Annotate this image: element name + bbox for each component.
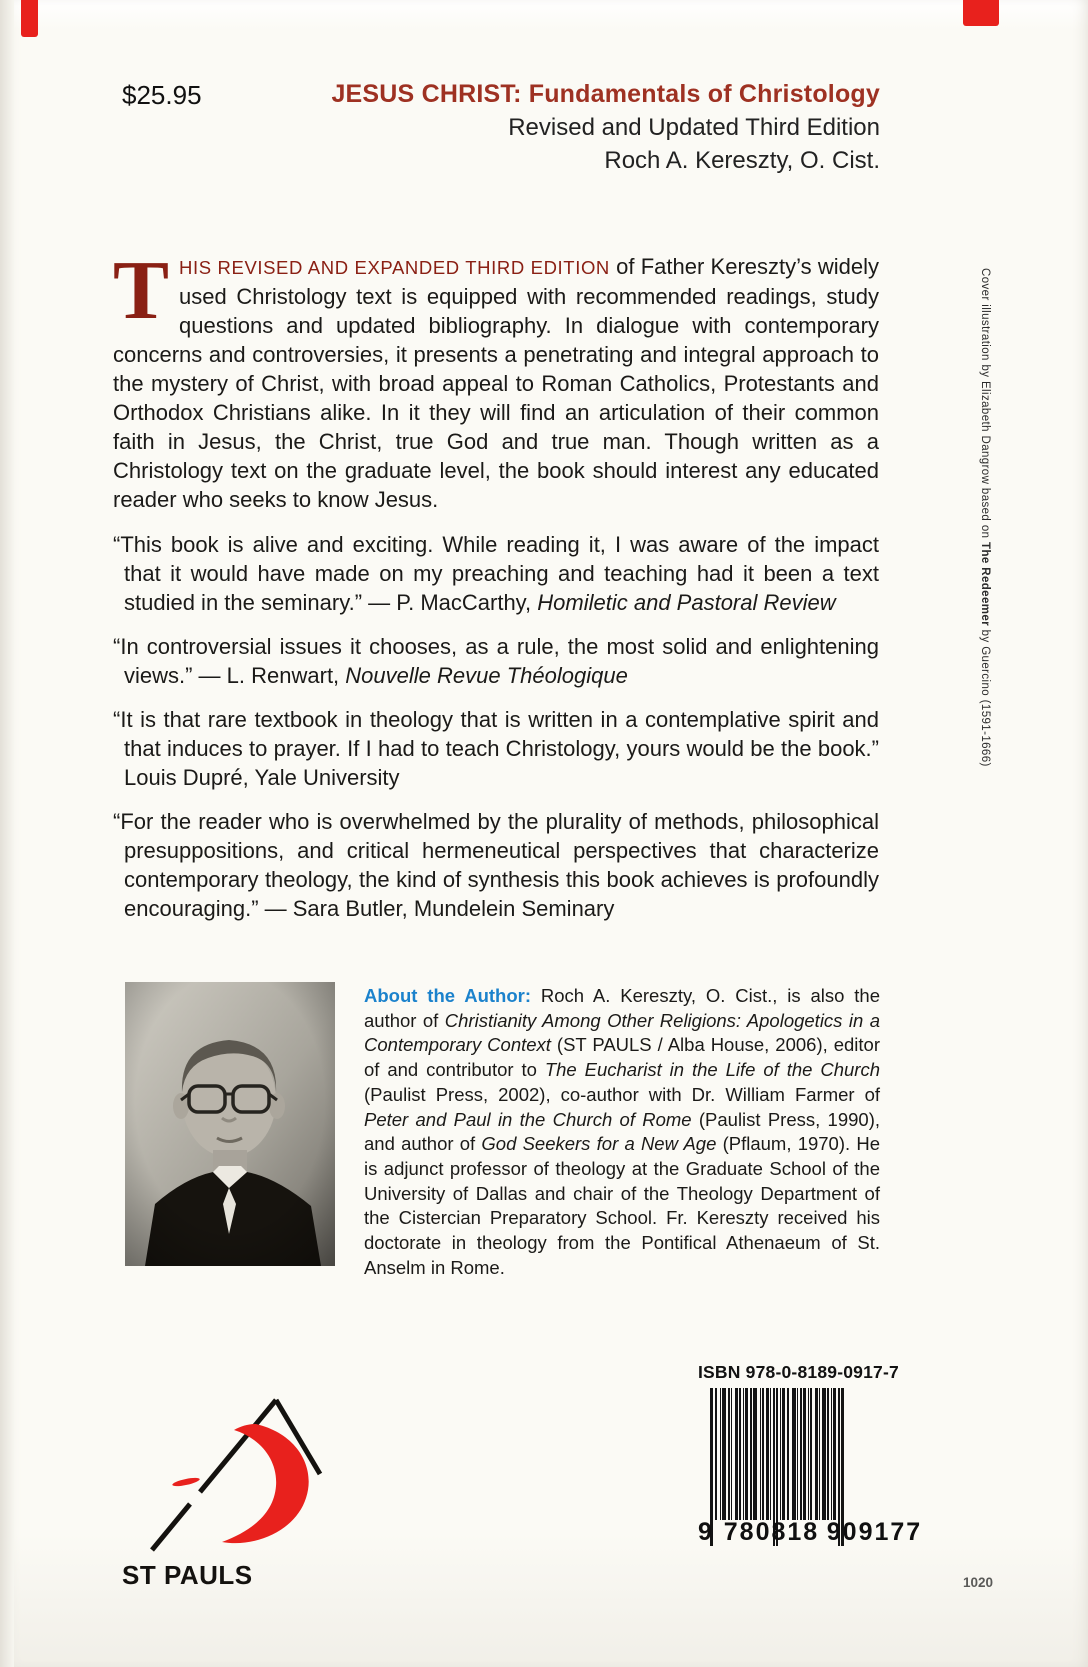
book-title: JESUS CHRIST: Fundamentals of Christology: [331, 80, 880, 108]
intro-paragraph: [113, 244, 879, 514]
ean-group-2: 909177: [826, 1518, 923, 1546]
dropcap-letter: T: [113, 244, 170, 337]
publisher-name: ST PAULS: [122, 1560, 253, 1590]
isbn-block: [698, 1362, 926, 1548]
st-pauls-logo: [138, 1382, 343, 1562]
review-quote: “This book is alive and exciting. While reading it, I was aware of the impact that it would have made on my preaching and teaching had it been a text studied in the seminary.” — P. MacCarthy, Homiletic and Pastoral Review: [113, 532, 879, 615]
description-column: [113, 244, 879, 923]
review-quote: “It is that rare textbook in theology that is written in a contemplative spirit and that induces to prayer. If I had to teach Christology, yours would be the book.” Louis Dupré, Yale University: [113, 707, 879, 790]
title-block: [331, 78, 880, 177]
review-quote: “For the reader who is overwhelmed by the plurality of methods, philosophical presuppositions, and critical hermeneutical perspectives that characterize contemporary theology, the kind of synthesis this book achieves is profoundly encouraging.” — Sara Butler, Mundelein Seminary: [113, 809, 879, 921]
review-quote: “In controversial issues it chooses, as a rule, the most solid and enlightening views.” — L. Renwart, Nouvelle Revue Théologique: [113, 634, 879, 688]
isbn-label: ISBN 978-0-8189-0917-7: [698, 1362, 899, 1382]
ean-group-1: 780818: [723, 1518, 820, 1546]
cover-wrap-mark-top-left: [21, 0, 38, 37]
barcode-digits: [698, 1518, 926, 1547]
book-edition: Revised and Updated Third Edition: [508, 114, 880, 141]
page-left-edge: [0, 0, 14, 1667]
intro-smallcaps: HIS REVISED AND EXPANDED THIRD EDITION: [179, 257, 610, 278]
price: $25.95: [122, 80, 202, 110]
print-code: 1020: [963, 1575, 994, 1590]
book-author: Roch A. Kereszty, O. Cist.: [604, 147, 880, 174]
cover-wrap-mark-top-right: [963, 0, 999, 26]
author-photo: [125, 982, 335, 1266]
author-bio: About the Author: Roch A. Kereszty, O. Cist., is also the author of Christianity Among Other Religions: Apologetics in a Contemporary Context (ST PAULS / Alba House, 2006), editor of and contributor to The Eucharist in the Life of the Church (Paulist Press, 2002), co-author with Dr. William Farmer of Peter and Paul in the Church of Rome (Paulist Press, 1990), and author of God Seekers for a New Age (Pflaum, 1970). He is adjunct professor of theology at the Graduate School of the University of Dallas and chair of the Theology Department of the Cistercian Preparatory School. Fr. Kereszty received his doctorate in theology from the Pontifical Athenaeum of St. Anselm in Rome.: [364, 985, 881, 1278]
intro-text: of Father Kereszty’s widely used Christology text is equipped with recommended readings, study questions and updated bibliography. In dialogue with contemporary concerns and controversies, it presents a penetrating and integral approach to the mystery of Christ, with broad appeal to Roman Catholics, Protestants and Orthodox Christians alike. In it they will find an articulation of their common faith in Jesus, the Christ, true God and true man. Though written as a Christology text on the graduate level, the book should interest any educated reader who seeks to know Jesus.: [113, 254, 879, 512]
cover-illustration-credit: Cover illustration by Elizabeth Dangrow based on The Redeemer by Guercino (1591-1666): [979, 268, 991, 767]
ean-barcode: [698, 1388, 926, 1548]
ean-lead-digit: 9: [698, 1518, 712, 1546]
barcode-bars: [710, 1388, 844, 1520]
about-author-section: [125, 982, 880, 1280]
